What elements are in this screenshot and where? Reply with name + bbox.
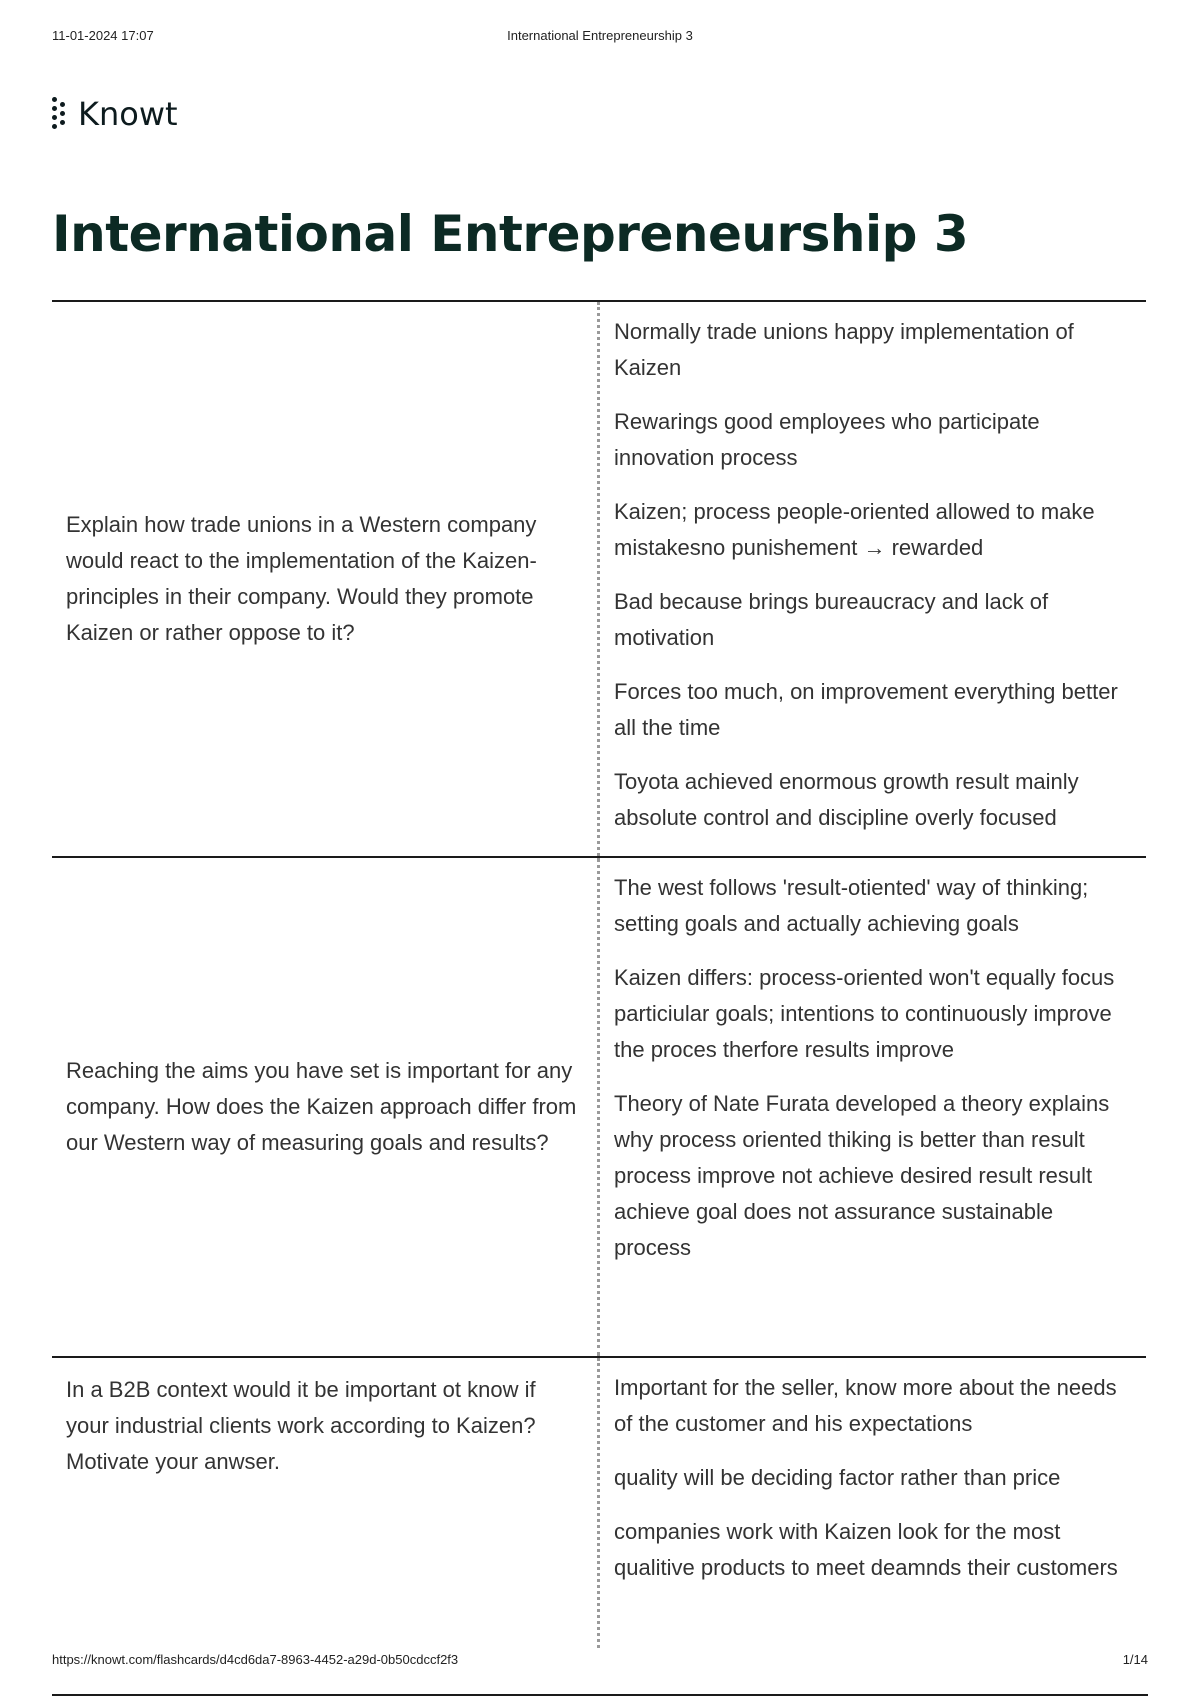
flashcard-question: In a B2B context would it be important ot know if your industrial clients work according to Kaizen? Motivate your anwser.: [52, 1358, 600, 1648]
print-datetime: 11-01-2024 17:07: [52, 28, 154, 43]
answer-line: Kaizen differs: process-oriented won't equally focus particiular goals; intentions to continuously improve the proces therfore results improve: [614, 965, 1115, 1062]
print-doc-title: International Entrepreneurship 3: [507, 28, 693, 43]
print-header: [52, 28, 1148, 48]
answer-line: Normally trade unions happy implementation of Kaizen: [614, 319, 1074, 380]
answer-line: Theory of Nate Furata developed a theory explains why process oriented thiking is better than result process improve not achieve desired result result achieve goal does not assurance sustainable process: [614, 1091, 1110, 1260]
flashcard-answer: [600, 302, 1146, 856]
flashcard: [52, 858, 1146, 1358]
flashcard-list: [52, 300, 1146, 1648]
answer-line: Forces too much, on improvement everything better all the time: [614, 679, 1118, 740]
answer-line: Kaizen; process people-oriented allowed to make mistakesno punishement → rewarded: [614, 499, 1095, 560]
page-url: https://knowt.com/flashcards/d4cd6da7-8963-4452-a29d-0b50cdccf2f3: [52, 1652, 459, 1667]
knowt-dots-icon: [52, 97, 70, 131]
print-footer: [52, 1652, 1148, 1672]
flashcard-question: Explain how trade unions in a Western company would react to the implementation of the Kaizen-principles in their company. Would they promote Kaizen or rather oppose to it?: [52, 302, 600, 856]
answer-line: Bad because brings bureaucracy and lack of motivation: [614, 589, 1049, 650]
answer-line: quality will be deciding factor rather than price: [614, 1465, 1061, 1490]
answer-line: Important for the seller, know more about the needs of the customer and his expectations: [614, 1375, 1117, 1436]
logo-text: Knowt: [78, 95, 178, 133]
flashcard: [52, 1358, 1146, 1648]
flashcard-answer: [600, 858, 1146, 1356]
answer-line: Toyota achieved enormous growth result mainly absolute control and discipline overly focused: [614, 769, 1079, 830]
knowt-logo[interactable]: [52, 96, 178, 132]
flashcard: [52, 302, 1146, 858]
flashcard-question: Reaching the aims you have set is important for any company. How does the Kaizen approach differ from our Western way of measuring goals and results?: [52, 858, 600, 1356]
divider: [52, 1694, 1148, 1696]
flashcard-answer: [600, 1358, 1146, 1648]
page-title: International Entrepreneurship 3: [52, 205, 969, 263]
page-number: 1/14: [1122, 1652, 1148, 1667]
answer-line: companies work with Kaizen look for the most qualitive products to meet deamnds their customers: [614, 1519, 1118, 1580]
answer-line: Rewarings good employees who participate innovation process: [614, 409, 1040, 470]
answer-line: The west follows 'result-otiented' way of thinking; setting goals and actually achieving goals: [614, 875, 1089, 936]
